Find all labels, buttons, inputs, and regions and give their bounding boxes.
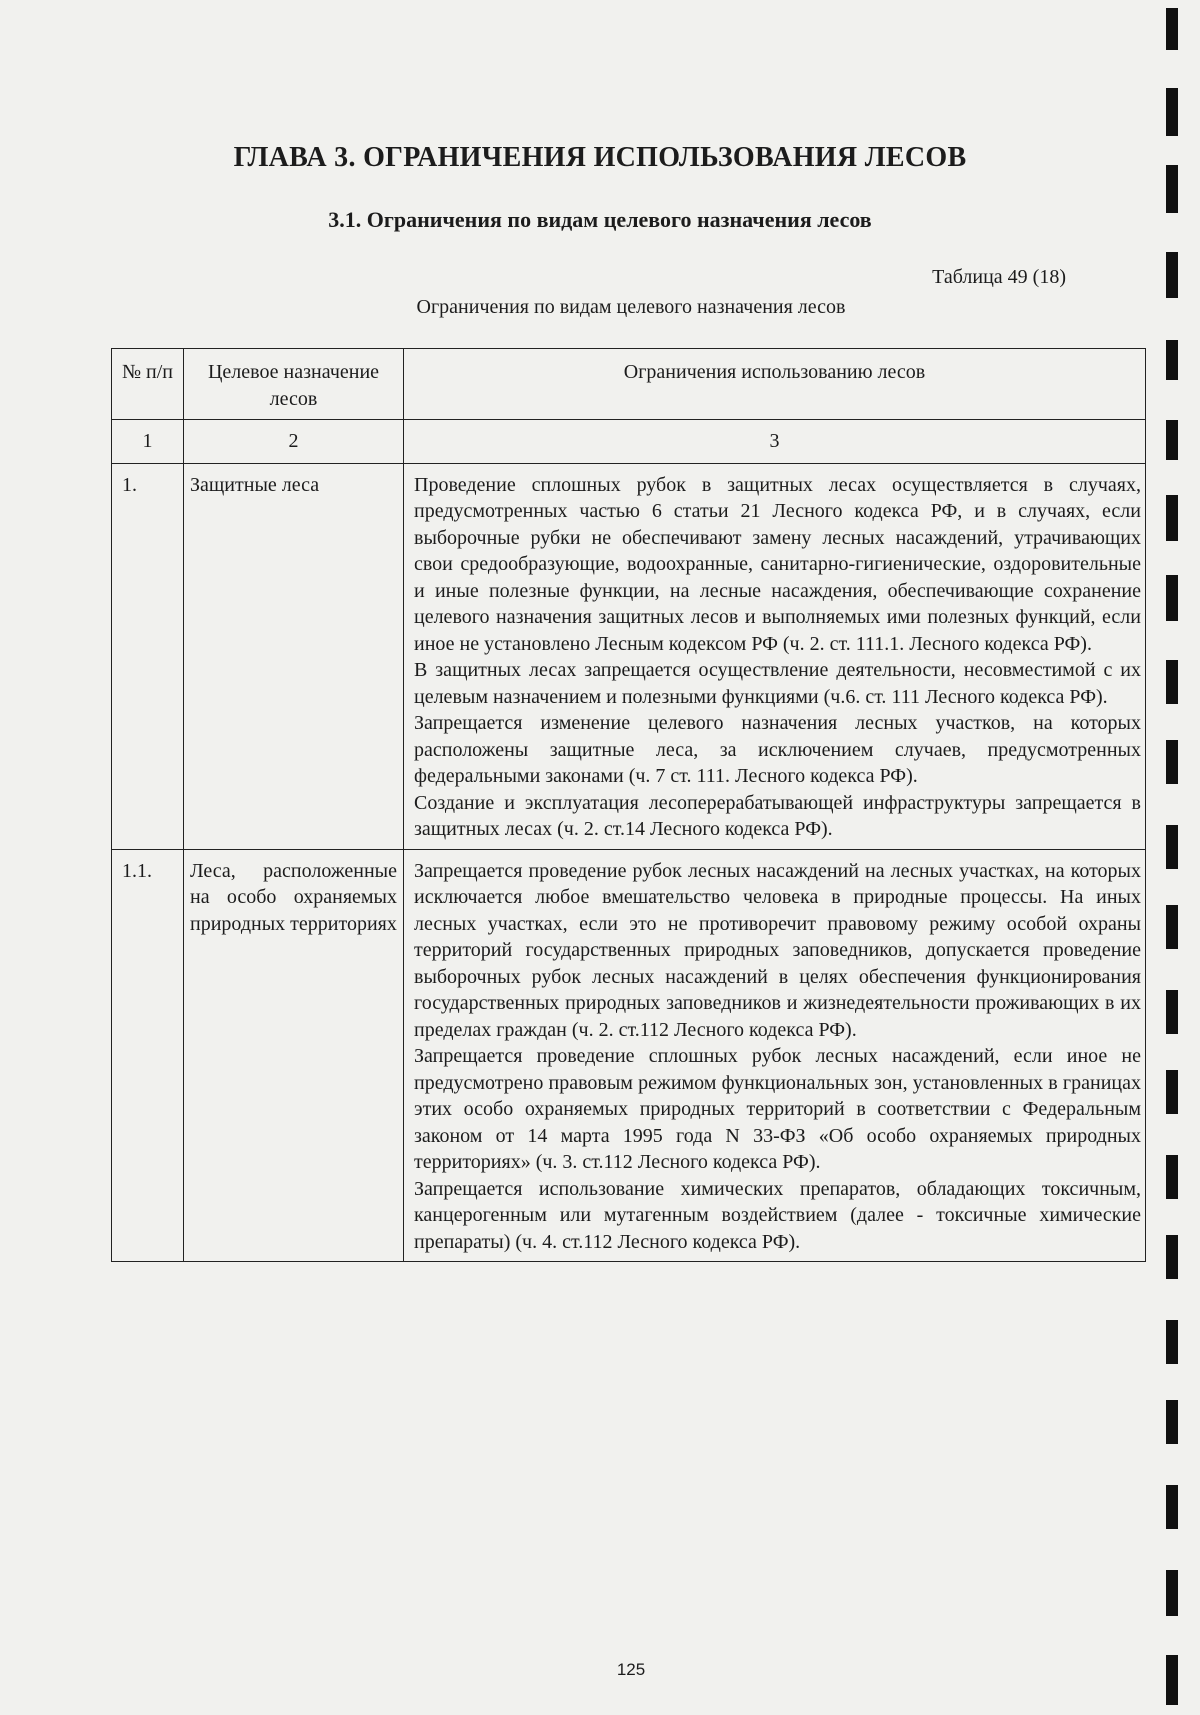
table-header-row [112,349,1146,420]
restriction-paragraph: Запрещается проведение сплошных рубок лесных насаждений, если иное не предусмотрено правовым режимом функциональных зон, установленных в границах этих особо охраняемых природных территорий в соответствии с Федеральным законом от 14 марта 1995 года N 33-ФЗ «Об особо охраняемых природных территориях» (ч. 3. ст.112 Лесного кодекса РФ). [414,1045,1141,1173]
table-number: Таблица 49 (18) [932,266,1066,288]
page-number: 125 [616,1660,646,1679]
row-restrictions [404,849,1146,1262]
index-cell: 3 [404,420,1146,464]
row-number: 1. [112,463,184,849]
row-purpose: Защитные леса [184,463,404,849]
header-num: № п/п [112,349,184,420]
row-restrictions [404,463,1146,849]
index-cell: 2 [184,420,404,464]
restriction-paragraph: Запрещается проведение рубок лесных насаждений на лесных участках, на которых исключается любое вмешательство человека в природные процессы. На иных лесных участках, если это не противоречит правовому режиму особой охраны территорий государственных природных заповедников, допускается проведение выборочных рубок лесных насаждений в целях обеспечения функционирования государственных природных заповедников и жизнедеятельности проживающих в их пределах граждан (ч. 2. ст.112 Лесного кодекса РФ). [414,859,1141,1041]
header-purpose: Целевое назначение лесов [184,349,404,420]
restriction-paragraph: Создание и эксплуатация лесоперерабатывающей инфраструктуры запрещается в защитных лесах (ч. 2. ст.14 Лесного кодекса РФ). [414,791,1141,840]
restriction-paragraph: Запрещается изменение целевого назначения лесных участков, на которых расположены защитные леса, за исключением случаев, предусмотренных федеральными законами (ч. 7 ст. 111. Лесного кодекса РФ). [414,712,1141,787]
table-row [112,463,1146,849]
chapter-title: ГЛАВА 3. ОГРАНИЧЕНИЯ ИСПОЛЬЗОВАНИЯ ЛЕСОВ [233,142,967,173]
table-index-row [112,420,1146,464]
table-row [112,849,1146,1262]
index-cell: 1 [112,420,184,464]
header-restrictions: Ограничения использованию лесов [404,349,1146,420]
restriction-paragraph: В защитных лесах запрещается осуществление деятельности, несовместимой с их целевым назначением и полезными функциями (ч.6. ст. 111 Лесного кодекса РФ). [414,659,1141,708]
row-purpose: Леса, расположенные на особо охраняемых природных территориях [184,849,404,1262]
section-title: 3.1. Ограничения по видам целевого назначения лесов [328,207,872,232]
restriction-paragraph: Проведение сплошных рубок в защитных лесах осуществляется в случаях, предусмотренных частью 6 статьи 21 Лесного кодекса РФ, и в случаях, если выборочные рубки не обеспечивают замену лесных насаждений, утрачивающих свои средообразующие, водоохранные, санитарно-гигиенические, оздоровительные и иные полезные функции, на лесные насаждения, обеспечивающие сохранение целевого назначения защитных лесов и выполняемых ими полезных функций, если иное не установлено Лесным кодексом РФ (ч. 2. ст. 111.1. Лесного кодекса РФ). [414,473,1141,655]
table-caption: Ограничения по видам целевого назначения лесов [416,296,846,318]
restrictions-table [111,348,1146,1262]
restriction-paragraph: Запрещается использование химических препаратов, обладающих токсичным, канцерогенным или мутагенным воздействием (далее - токсичные химические препараты) (ч. 4. ст.112 Лесного кодекса РФ). [414,1177,1141,1253]
row-number: 1.1. [112,849,184,1262]
